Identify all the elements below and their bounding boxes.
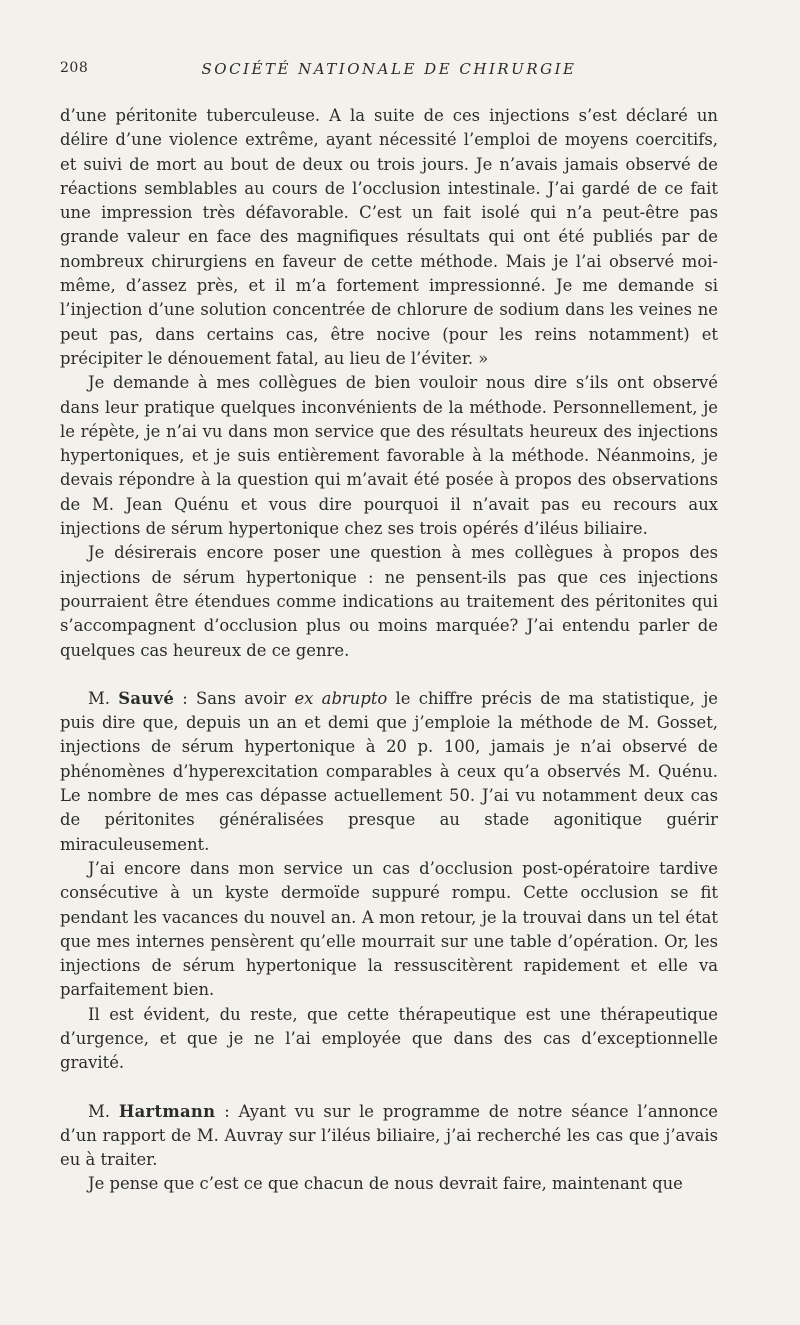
text-body xyxy=(60,104,718,1197)
speaker-prefix: M. xyxy=(88,1101,119,1121)
page-header xyxy=(60,60,718,84)
speaker-name: Hartmann xyxy=(118,1101,216,1121)
paragraph-text: : Ayant vu sur le programme de notre séance l’annonce d’un rapport de M. Auvray sur l’iléus biliaire, j’ai recherché les cas que j’avais eu à traiter. xyxy=(60,1101,719,1170)
paragraph-lead: : Sans avoir xyxy=(174,688,295,708)
paragraph: Il est évident, du reste, que cette thérapeutique est une thérapeutique d’urgence, et que je ne l’ai employée que dans des cas d’exceptionnelle gravité. xyxy=(60,1004,718,1073)
speaker-paragraph-sauve xyxy=(60,687,718,857)
italic-phrase: ex abrupto xyxy=(294,688,388,708)
paragraph: Je désirerais encore poser une question à mes collègues à propos des injections de sérum hypertonique : ne pensent-ils pas que ces injections pourraient être étendues comme indications au traitement des péritonites qui s’accompagnent d’occlusion plus ou moins marquée? J’ai entendu parler de quelques cas heureux de ce genre. xyxy=(60,543,718,660)
speaker-paragraph-hartmann xyxy=(60,1100,718,1173)
running-title: SOCIÉTÉ NATIONALE DE CHIRURGIE xyxy=(201,60,577,78)
speaker-name: Sauvé xyxy=(118,688,175,708)
paragraph-text: le chiffre précis de ma statistique, je puis dire que, depuis un an et demi que j’emploie la méthode de M. Gosset, injections de sérum hypertonique à 20 p. 100, jamais je n’ai observé de phénomènes d’hyperexcitation comparables à ceux qu’a observés M. Quénu. Le nombre de mes cas dépasse actuellement 50. J’ai vu notamment deux cas de péritonites généralisées presque au stade agonitique guérir miraculeusement. xyxy=(60,688,718,854)
paragraph: Je pense que c’est ce que chacun de nous devrait faire, maintenant que xyxy=(88,1174,683,1194)
speaker-prefix: M. xyxy=(88,688,119,708)
paragraph: J’ai encore dans mon service un cas d’occlusion post-opératoire tardive consécutive à un kyste dermoïde suppuré rompu. Cette occlusion se fit pendant les vacances du nouvel an. A mon retour, je la trouvai dans un tel état que mes internes pensèrent qu’elle mourrait sur une table d’opération. Or, les injections de sérum hypertonique la ressuscitèrent rapidement et elle va parfaitement bien. xyxy=(60,858,718,1000)
paragraph-continuation: d’une péritonite tuberculeuse. A la suite de ces injections s’est déclaré un délire d’une violence extrême, ayant nécessité l’emploi de moyens coercitifs, et suivi de mort au bout de deux ou trois jours. Je n’avais jamais observé de réactions semblables au cours de l’occlusion intestinale. J’ai gardé de ce fait une impression très défavorable. C’est un fait isolé qui n’a peut-être pas grande valeur en face des magnifiques résultats qui ont été publiés par de nombreux chirurgiens en faveur de cette méthode. Mais je l’ai observé moi-même, d’assez près, et il m’a fortement impressionné. Je me demande si l’injection d’une solution concentrée de chlorure de sodium dans les veines ne peut pas, dans certains cas, être nocive (pour les reins notamment) et précipiter le dénouement fatal, au lieu de l’éviter. » xyxy=(60,106,718,368)
page-number: 208 xyxy=(60,60,89,76)
paragraph: Je demande à mes collègues de bien vouloir nous dire s’ils ont observé dans leur pratique quelques inconvénients de la méthode. Personnellement, je le répète, je n’ai vu dans mon service que des résultats heureux des injections hypertoniques, et je suis entièrement favorable à la méthode. Néanmoins, je devais répondre à la question qui m’avait été posée à propos des observations de M. Jean Quénu et vous dire pourquoi il n’avait pas eu recours aux injections de sérum hypertonique chez ses trois opérés d’iléus biliaire. xyxy=(60,373,718,539)
